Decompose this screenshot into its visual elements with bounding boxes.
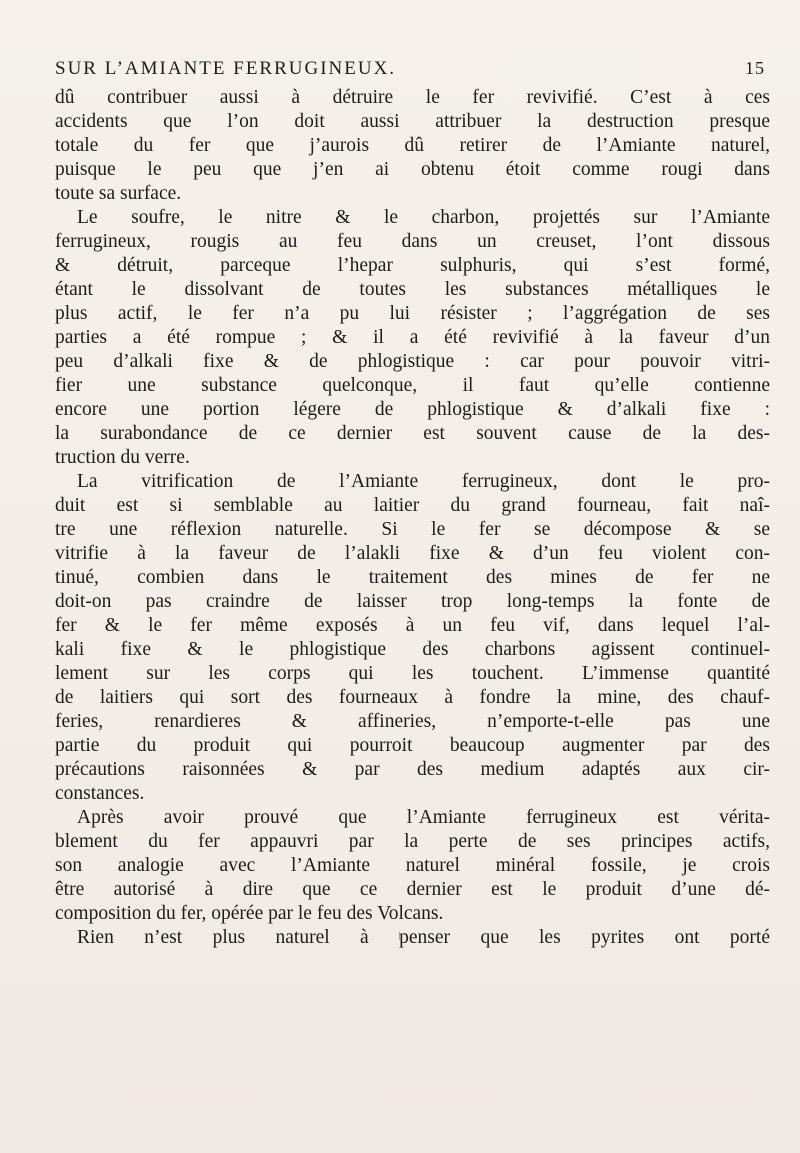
text-line: composition du fer, opérée par le feu des Volcans. (55, 903, 444, 924)
text-line: accidents que l’on doit aussi attribuer la destruction presque (55, 111, 770, 132)
text-line: plus actif, le fer n’a pu lui résister ; l’aggrégation de ses (55, 303, 770, 324)
text-line: totale du fer que j’aurois dû retirer de l’Amiante naturel, (55, 135, 770, 156)
text-line: toute sa surface. (55, 183, 182, 204)
text-line: fer & le fer même exposés à un feu vif, dans lequel l’al- (55, 615, 770, 636)
page-number: 15 (745, 58, 765, 78)
text-line: tinué, combien dans le traitement des mines de fer ne (55, 567, 770, 588)
text-line: de laitiers qui sort des fourneaux à fondre la mine, des chauf- (55, 687, 770, 708)
text-line: parties a été rompue ; & il a été revivifié à la faveur d’un (55, 327, 770, 348)
text-line: étant le dissolvant de toutes les substances métalliques le (55, 279, 770, 300)
text-line: Rien n’est plus naturel à penser que les pyrites ont porté (77, 927, 770, 948)
text-line: partie du produit qui pourroit beaucoup augmenter par des (55, 735, 770, 756)
text-line: Le soufre, le nitre & le charbon, projettés sur l’Amiante (77, 207, 770, 228)
text-line: & détruit, parceque l’hepar sulphuris, qui s’est formé, (55, 255, 770, 276)
text-line: encore une portion légere de phlogistique & d’alkali fixe : (55, 399, 770, 420)
text-line: son analogie avec l’Amiante naturel minéral fossile, je crois (55, 855, 770, 876)
text-line: doit-on pas craindre de laisser trop long-temps la fonte de (55, 591, 770, 612)
running-head: SUR L’AMIANTE FERRUGINEUX. (55, 58, 397, 79)
text-line: vitrifie à la faveur de l’alakli fixe & d’un feu violent con- (55, 543, 770, 564)
text-line: lement sur les corps qui les touchent. L’immense quantité (55, 663, 770, 684)
page-header (55, 58, 765, 88)
text-line: être autorisé à dire que ce dernier est le produit d’une dé- (55, 879, 770, 900)
text-line: tre une réflexion naturelle. Si le fer se décompose & se (55, 519, 770, 540)
text-line: puisque le peu que j’en ai obtenu étoit comme rougi dans (55, 159, 770, 180)
text-line: kali fixe & le phlogistique des charbons agissent continuel- (55, 639, 770, 660)
text-line: peu d’alkali fixe & de phlogistique : car pour pouvoir vitri- (55, 351, 770, 372)
text-line: Après avoir prouvé que l’Amiante ferrugineux est vérita- (77, 807, 770, 828)
text-line: dû contribuer aussi à détruire le fer revivifié. C’est à ces (55, 87, 770, 108)
text-line: truction du verre. (55, 447, 190, 468)
text-line: ferrugineux, rougis au feu dans un creuset, l’ont dissous (55, 231, 770, 252)
text-line: la surabondance de ce dernier est souvent cause de la des- (55, 423, 770, 444)
text-line: précautions raisonnées & par des medium adaptés aux cir- (55, 759, 770, 780)
text-line: feries, renardieres & affineries, n’emporte-t-elle pas une (55, 711, 770, 732)
page-mark (396, 932, 400, 940)
text-line: blement du fer appauvri par la perte de ses principes actifs, (55, 831, 770, 852)
text-line: La vitrification de l’Amiante ferrugineux, dont le pro- (77, 471, 770, 492)
text-line: duit est si semblable au laitier du grand fourneau, fait naî- (55, 495, 770, 516)
text-line: constances. (55, 783, 145, 804)
body-text (55, 86, 770, 950)
text-line: fier une substance quelconque, il faut qu’elle contienne (55, 375, 770, 396)
